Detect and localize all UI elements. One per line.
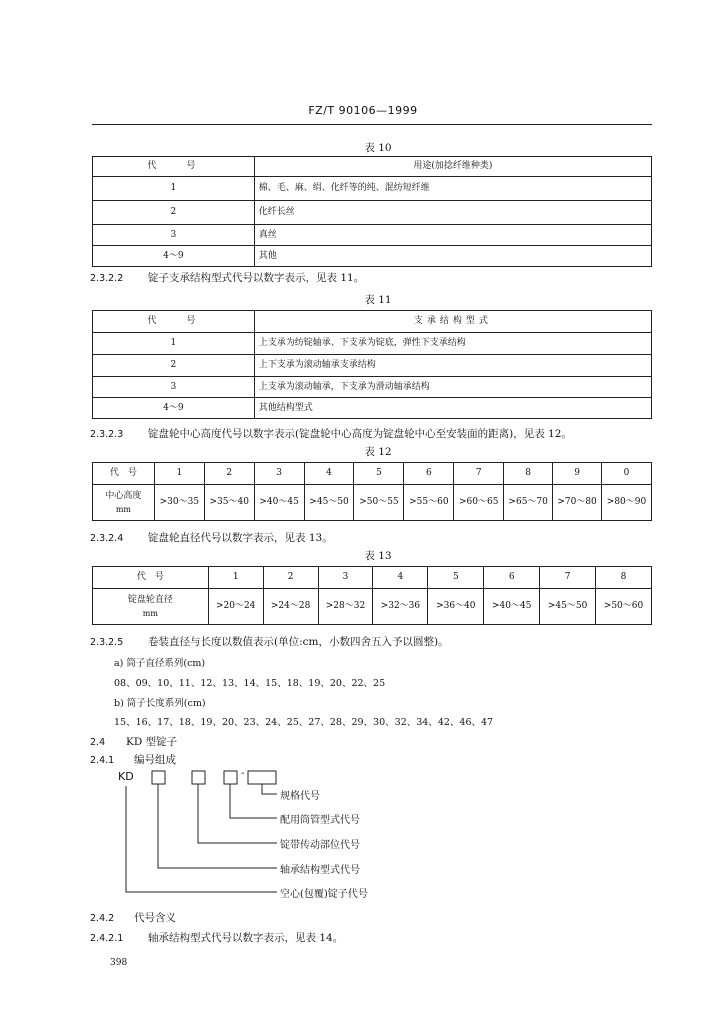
table12-code: 9 (553, 463, 602, 485)
clause-2-4-2-1 (90, 930, 343, 945)
table12-value: >70～80 (553, 485, 602, 521)
clause-2-3-2-4 (90, 530, 333, 545)
table12-code: 6 (404, 463, 454, 485)
clause-2-4-2 (90, 910, 176, 925)
code-composition-diagram (112, 770, 432, 910)
list-b-values: 15、16、17、18、19、20、23、24、25、27、28、29、30、32、34、42、46、47 (114, 717, 494, 728)
table12-value: >50～55 (354, 485, 404, 521)
table11-code: 1 (93, 333, 255, 355)
diagram-label-spec: 规格代号 (280, 791, 320, 802)
table12-value: >30～35 (154, 485, 204, 521)
table13-value: >40～45 (484, 589, 540, 625)
table10-header-code: 代 号 (93, 157, 255, 177)
table11-code: 2 (93, 355, 255, 377)
table12-code: 1 (154, 463, 204, 485)
table12-code: 0 (602, 463, 652, 485)
table12-value-label (93, 485, 155, 521)
table12-code-label: 代 号 (93, 463, 155, 485)
table11-header-type: 支承结构型式 (254, 311, 651, 333)
table13-value: >32～36 (373, 589, 428, 625)
page-header: FZ/T 90106—1999 (308, 104, 418, 117)
table13-code: 7 (540, 567, 596, 589)
clause-2-3-2-5 (90, 634, 449, 649)
clause-2-4 (90, 734, 177, 749)
table13-code: 1 (208, 567, 263, 589)
table10-code: 3 (93, 225, 255, 246)
table12-value: >80～90 (602, 485, 652, 521)
diagram-label-drive: 锭带传动部位代号 (280, 840, 360, 851)
clause-number: 2.4 (90, 737, 106, 748)
clause-2-4-1 (90, 752, 176, 767)
table13-code: 8 (596, 567, 652, 589)
table13-code: 2 (263, 567, 318, 589)
table12-value: >45～50 (304, 485, 354, 521)
table12-code: 4 (304, 463, 354, 485)
table13-caption: 表 13 (364, 550, 392, 562)
clause-number: 2.3.2.5 (90, 637, 124, 648)
table11-text: 上下支承为滚动轴承支承结构 (254, 355, 651, 377)
table12-code: 8 (504, 463, 553, 485)
clause-text: 锭盘轮中心高度代号以数字表示(锭盘轮中心高度为锭盘轮中心至安装面的距离)，见表 12。 (148, 428, 572, 440)
table11-caption: 表 11 (364, 294, 392, 306)
table12-code: 5 (354, 463, 404, 485)
table12-unit: mm (115, 504, 132, 514)
diagram-dash: - (241, 768, 245, 779)
clause-number: 2.3.2.2 (90, 273, 124, 284)
table13-code: 6 (484, 567, 540, 589)
table10-text: 其他 (254, 246, 651, 267)
table10-text: 棉、毛、麻、绢、化纤等的纯、混纺短纤维 (254, 177, 651, 201)
page-number: 398 (110, 958, 128, 968)
table12-code: 2 (204, 463, 254, 485)
clause-2-3-2-2 (90, 270, 364, 285)
table13-value: >50～60 (596, 589, 652, 625)
clause-text: 卷装直径与长度以数值表示(单位:cm，小数四舍五入予以圆整)。 (148, 636, 449, 648)
table12-value: >65～70 (504, 485, 553, 521)
table11-text: 上支承为滚动轴承，下支承为滑动轴承结构 (254, 377, 651, 398)
table12-value: >35～40 (204, 485, 254, 521)
diagram-prefix: KD (118, 770, 134, 783)
table12-code: 7 (454, 463, 504, 485)
clause-text: 轴承结构型式代号以数字表示，见表 14。 (148, 932, 344, 944)
table13-code: 5 (428, 567, 484, 589)
table13-code: 3 (318, 567, 373, 589)
clause-number: 2.4.2 (90, 913, 115, 924)
clause-number: 2.4.1 (90, 755, 115, 766)
table12-caption: 表 12 (364, 446, 392, 458)
table13 (92, 566, 652, 625)
list-a-values: 08、09、10、11、12、13、14、15、18、19、20、22、25 (114, 678, 386, 689)
clause-text: 锭子支承结构型式代号以数字表示，见表 11。 (148, 272, 365, 284)
table13-unit: mm (142, 608, 158, 618)
table13-value: >24～28 (263, 589, 318, 625)
table10-header-use: 用途(加捻纤维种类) (254, 157, 651, 177)
table10-code: 4～9 (93, 246, 255, 267)
table10-text: 化纤长丝 (254, 201, 651, 225)
diagram-label-bearing: 轴承结构型式代号 (280, 865, 360, 876)
clause-number: 2.3.2.4 (90, 533, 124, 544)
table12-value-label-text: 中心高度 (105, 490, 142, 501)
table11-code: 4～9 (93, 398, 255, 419)
table10-caption: 表 10 (364, 142, 392, 154)
table13-value-label-text: 锭盘轮直径 (127, 594, 173, 605)
table13-code-label: 代 号 (93, 567, 209, 589)
table10-code: 1 (93, 177, 255, 201)
clause-number: 2.3.2.3 (90, 429, 124, 440)
table11-text: 上支承为纺锭轴承、下支承为锭底，弹性下支承结构 (254, 333, 651, 355)
table11-code: 3 (93, 377, 255, 398)
table12 (92, 462, 652, 521)
list-a-title: a) 筒子直径系列(cm) (114, 658, 206, 669)
clause-text: KD 型锭子 (126, 736, 178, 748)
table10 (92, 156, 652, 267)
header-rule (92, 124, 652, 125)
clause-2-3-2-3 (90, 426, 572, 441)
table13-value-label (93, 589, 209, 625)
diagram-label-hollow: 空心(包覆)锭子代号 (280, 889, 368, 900)
clause-number: 2.4.2.1 (90, 933, 124, 944)
clause-text: 锭盘轮直径代号以数字表示，见表 13。 (148, 532, 333, 544)
diagram-lines (112, 770, 432, 910)
table12-code: 3 (254, 463, 304, 485)
table10-text: 真丝 (254, 225, 651, 246)
diagram-label-tube: 配用筒管型式代号 (280, 815, 360, 826)
table11-header-code: 代 号 (93, 311, 255, 333)
list-b-title: b) 筒子长度系列(cm) (114, 698, 206, 709)
clause-text: 编号组成 (134, 754, 176, 766)
clause-text: 代号含义 (134, 912, 176, 924)
table13-value: >20～24 (208, 589, 263, 625)
table13-value: >36～40 (428, 589, 484, 625)
table12-value: >60～65 (454, 485, 504, 521)
table10-code: 2 (93, 201, 255, 225)
table13-code: 4 (373, 567, 428, 589)
table12-value: >55～60 (404, 485, 454, 521)
table13-value: >28～32 (318, 589, 373, 625)
table11 (92, 310, 652, 419)
table12-value: >40～45 (254, 485, 304, 521)
table11-text: 其他结构型式 (254, 398, 651, 419)
table13-value: >45～50 (540, 589, 596, 625)
